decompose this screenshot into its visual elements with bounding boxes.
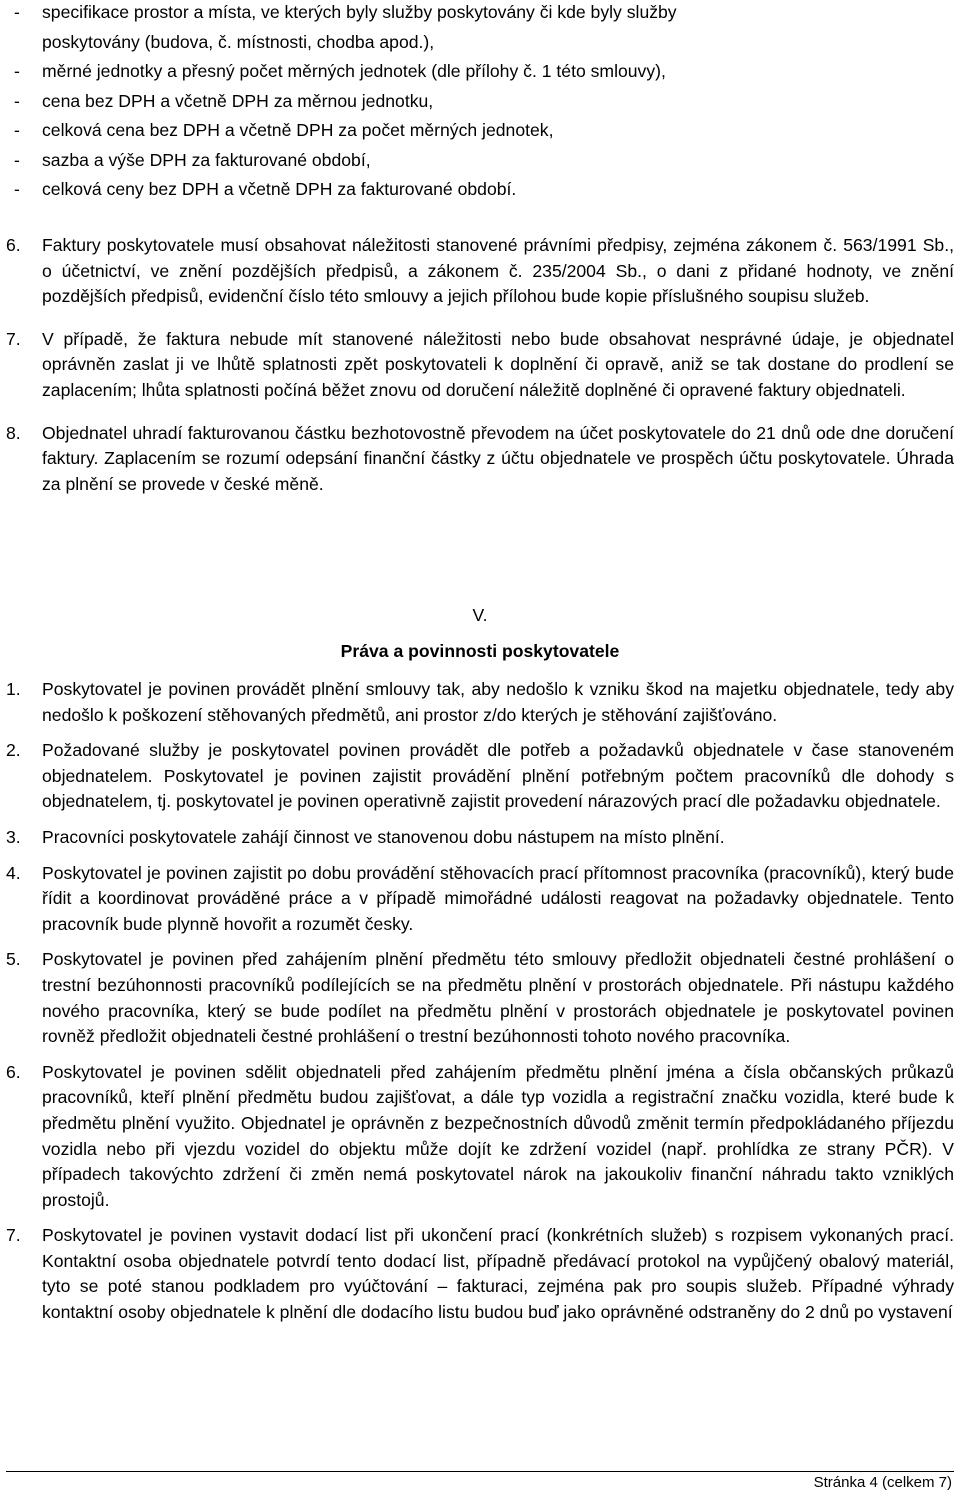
invoice-requirements-list (6, 0, 954, 205)
list-item: - cena bez DPH a včetně DPH za měrnou jednotku, (14, 90, 434, 111)
clause-item: 6. Poskytovatel je povinen sdělit objednateli před zahájením předmětu plnění jména a čísla občanských průkazů pracovníků, kteří plnění předmětu budou zajišťovat, a dále typ vozidla a registrační značku vozidla, které bude k předmětu plnění využito. Objednatel je oprávněn z bezpečnostních důvodů změnit termín předpokládaného příjezdu vozidla nebo při vjezdu vozidel do objektu může dojít ke zdržení vozidel (např. prohlídka ze strany PČR). V případech takovýchto zdržení či změn nemá poskytovatel nárok na jakoukoliv finanční náhradu takto vzniklých prostojů. (6, 1061, 954, 1210)
list-item: - sazba a výše DPH za fakturované období, (14, 149, 371, 170)
page-number: Stránka 4 (celkem 7) (813, 1474, 952, 1491)
clause-item: 3. Pracovníci poskytovatele zahájí činnost ve stanovenou dobu nástupem na místo plnění. (6, 826, 725, 847)
clause-item: 8. Objednatel uhradí fakturovanou částku bezhotovostně převodem na účet poskytovatele do 21 dnů ode dne doručení faktury. Zaplacením se rozumí odepsání finanční částky z účtu objednatele ve prospěch účtu poskytovatele. Úhrada za plnění se provede v české měně. (6, 422, 954, 494)
section-number: V. (472, 605, 488, 625)
list-item-continuation: poskytovány (budova, č. místnosti, chodba apod.), (42, 31, 435, 52)
list-item: - celková cena bez DPH a včetně DPH za počet měrných jednotek, (14, 120, 554, 140)
clause-item: 7. Poskytovatel je povinen vystavit dodací list při ukončení prací (konkrétních služeb) s rozpisem vykonaných prací. Kontaktní osoba objednatele potvrdí tento dodací list, případně předávací protokol na vypůjčený obalový materiál, tyto se poté stanou podkladem pro vyúčtování – fakturaci, zejména pak pro soupis služeb. Případné výhrady kontaktní osoby objednatele k plnění dle dodacího listu budou buď jako oprávněné odstraněny do 2 dnů po vystavení (6, 1225, 954, 1323)
list-item: - měrné jednotky a přesný počet měrných jednotek (dle přílohy č. 1 této smlouvy), (14, 61, 666, 81)
clause-item: 1. Poskytovatel je povinen provádět plnění smlouvy tak, aby nedošlo k vzniku škod na majetku objednatele, tedy aby nedošlo k poškození stěhovaných předmětů, ani prostor z/do kterých je stěhování zajišťováno. (6, 679, 954, 725)
clause-item: 5. Poskytovatel je povinen před zahájením plnění předmětu této smlouvy předložit objednateli čestné prohlášení o trestní bezúhonnosti pracovníků podílejících se na předmětu plnění v prostorách objednatele. Při nástupu každého nového pracovníka, který se bude podílet na předmětu plnění v prostorách objednatele je poskytovatel povinen rovněž předložit objednateli čestné prohlášení o trestní bezúhonnosti tohoto nového pracovníka. (6, 949, 954, 1047)
list-item: - celková ceny bez DPH a včetně DPH za fakturované období. (14, 179, 517, 199)
clause-item: 4. Poskytovatel je povinen zajistit po dobu provádění stěhovacích prací přítomnost pracovníka (pracovníků), který bude řídit a koordinovat prováděné práce a v případě mimořádné události reagovat na požadavky objednatele. Tento pracovník bude plynně hovořit a rozumět česky. (6, 862, 954, 934)
section-title: Práva a povinnosti poskytovatele (340, 641, 620, 661)
clause-item: 7. V případě, že faktura nebude mít stanovené náležitosti nebo bude obsahovat nesprávné údaje, je objednatel oprávněn zaslat ji ve lhůtě splatnosti zpět poskytovateli k doplnění či opravě, aniž se tak dostane do prodlení se zaplacením; lhůta splatnosti počíná běžet znovu od doručení náležitě doplněné či opravené faktury objednateli. (6, 328, 954, 400)
clause-item: 2. Požadované služby je poskytovatel povinen provádět dle potřeb a požadavků objednatele v čase stanoveném objednatelem. Poskytovatel je povinen zajistit provádění plnění potřebným počtem pracovníků dle dohody s objednatelem, tj. poskytovatel je povinen operativně zajistit provedení nárazových prací dle požadavku objednatele. (6, 740, 954, 812)
section-iv-items (6, 233, 954, 497)
clause-item: 6. Faktury poskytovatele musí obsahovat náležitosti stanovené právními předpisy, zejména zákonem č. 563/1991 Sb., o účetnictví, ve znění pozdějších předpisů, a zákonem č. 235/2004 Sb., o dani z přidané hodnoty, ve znění pozdějších předpisů, evidenční číslo této smlouvy a jejich přílohou bude kopie příslušného soupisu služeb. (6, 235, 954, 307)
section-v-items (6, 677, 954, 1326)
list-item: - specifikace prostor a místa, ve kterých byly služby poskytovány či kde byly služby (14, 2, 677, 22)
footer-divider (6, 1471, 954, 1472)
